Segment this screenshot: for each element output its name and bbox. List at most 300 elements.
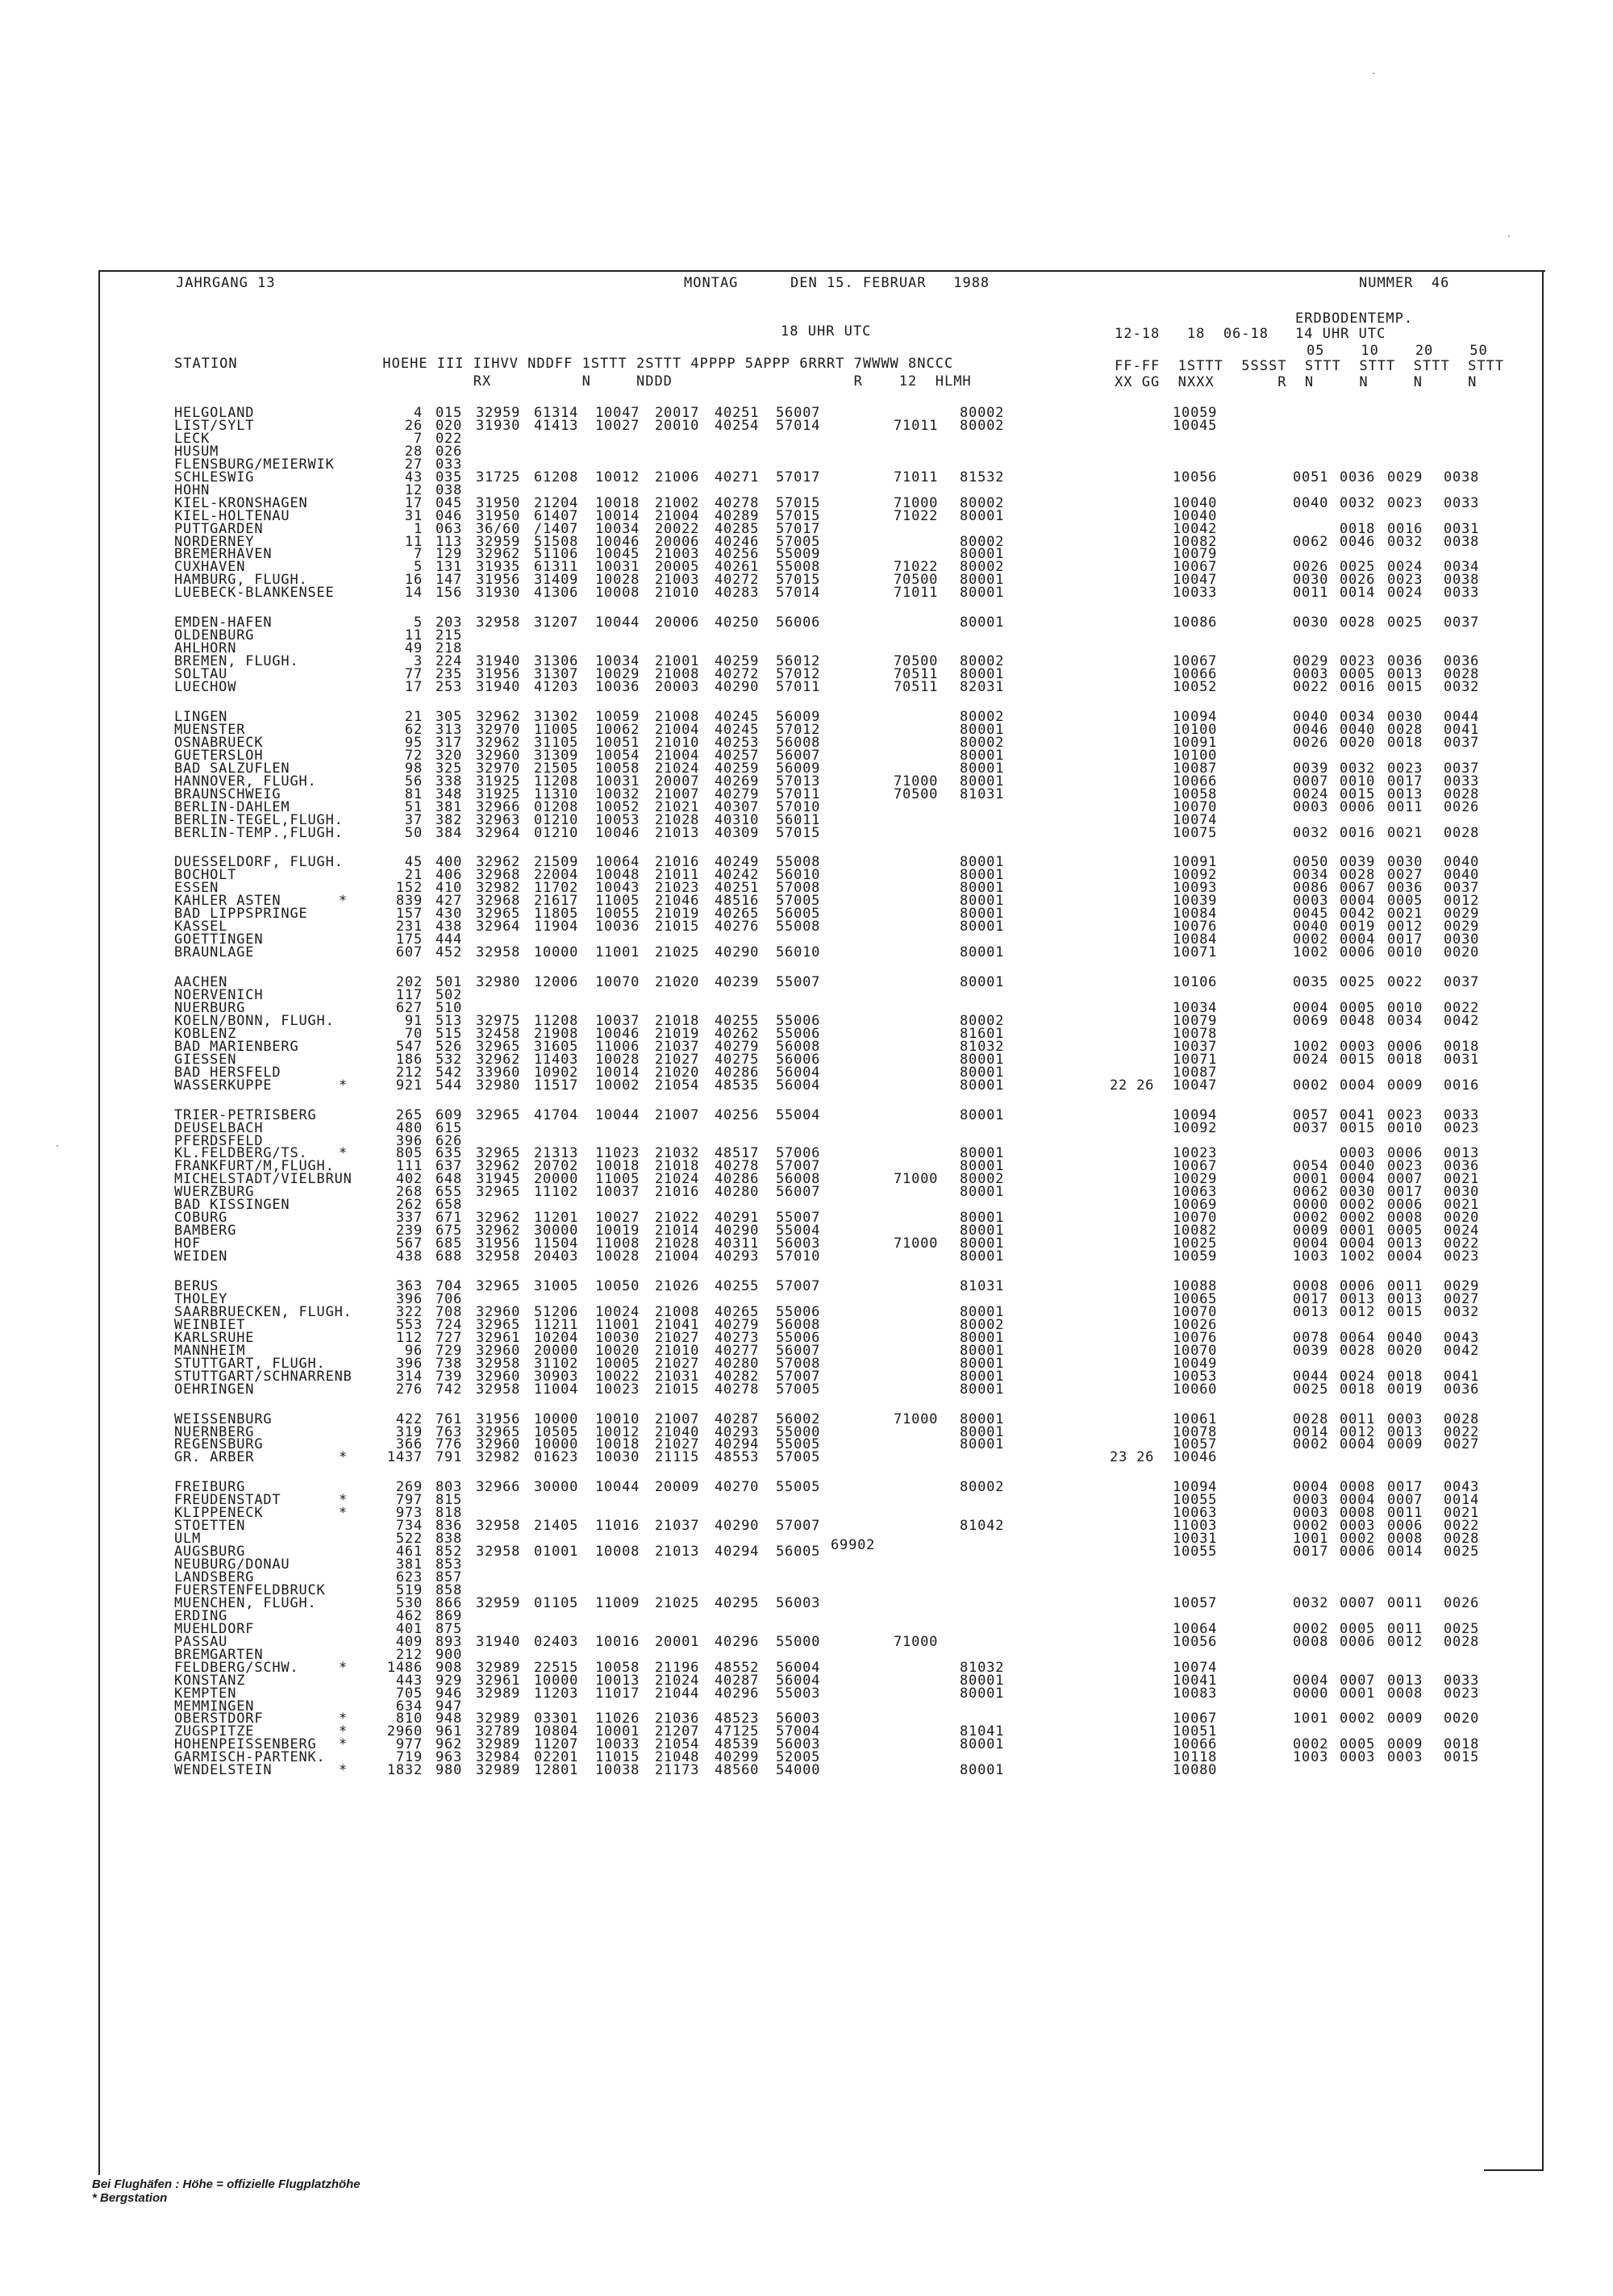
cell-e10: 0014 [1340, 585, 1376, 601]
cell-hoehe: 239 [395, 1223, 423, 1239]
cell-c4: 21405 [534, 1518, 579, 1534]
cell-c8: 56007 [776, 405, 821, 421]
cell-hoehe: 1486 [386, 1660, 423, 1676]
cell-c6: 21196 [655, 1660, 700, 1676]
cell-hoehe: 402 [395, 1171, 423, 1187]
cell-c5: 10028 [595, 572, 640, 588]
cell-t18: 10070 [1173, 1304, 1218, 1320]
cell-c5: 10028 [595, 1052, 640, 1068]
cell-c5: 10050 [595, 1278, 640, 1294]
cell-iii: 348 [436, 786, 463, 802]
cell-iii: 875 [436, 1621, 463, 1637]
cell-t18: 10084 [1173, 906, 1218, 922]
cell-iii: 858 [436, 1582, 463, 1598]
station-name: NOERVENICH [174, 987, 264, 1003]
cell-c5: 10034 [595, 521, 640, 537]
cell-e05: 0008 [1293, 1634, 1329, 1650]
cell-e50: 0040 [1444, 867, 1480, 883]
cell-e05: 0035 [1293, 974, 1329, 990]
cell-hoehe: 202 [395, 974, 423, 990]
cell-hoehe: 7 [413, 431, 423, 447]
cell-c8: 57014 [776, 418, 821, 434]
cell-e05: 0062 [1293, 1184, 1329, 1200]
cell-iii: 739 [436, 1369, 463, 1385]
cell-e20: 0030 [1387, 709, 1423, 725]
cell-c4: 10000 [534, 1673, 579, 1689]
cell-hoehe: 634 [395, 1698, 423, 1715]
cell-c6: 21010 [655, 585, 700, 601]
cell-hoehe: 363 [395, 1278, 423, 1294]
cell-c4: 20000 [534, 1343, 579, 1359]
cell-t18: 10083 [1173, 1686, 1218, 1702]
cell-e50: 0028 [1444, 666, 1480, 682]
cell-c8: 56003 [776, 1595, 821, 1611]
cell-hoehe: 91 [404, 1013, 423, 1029]
station-name: NUERNBERG [174, 1424, 255, 1440]
cell-e50: 0030 [1444, 931, 1480, 948]
cell-hoehe: 77 [404, 666, 423, 682]
cell-c5: 10055 [595, 906, 640, 922]
cell-e20: 0011 [1387, 799, 1423, 815]
cell-c7: 48523 [715, 1711, 760, 1727]
cell-c5: 10043 [595, 880, 640, 896]
cell-c10: 71000 [894, 495, 939, 511]
cell-e10: 0005 [1340, 1621, 1376, 1637]
cell-c5: 10024 [595, 1304, 640, 1320]
cell-c4: 61208 [534, 469, 579, 485]
cell-e10: 0010 [1340, 773, 1376, 790]
cell-c5: 10005 [595, 1356, 640, 1372]
cell-c11: 80002 [960, 495, 1005, 511]
station-name: SAARBRUECKEN, FLUGH. [174, 1304, 352, 1320]
cell-c4: 41413 [534, 418, 579, 434]
cell-e50: 0033 [1444, 585, 1480, 601]
cell-c3: 32962 [476, 854, 521, 870]
cell-hoehe: 810 [395, 1711, 423, 1727]
cell-hoehe: 401 [395, 1621, 423, 1637]
cell-c4: 10000 [534, 1411, 579, 1427]
cell-c8: 56006 [776, 615, 821, 631]
cell-e10: 0007 [1340, 1595, 1376, 1611]
cell-e20: 0006 [1387, 1039, 1423, 1055]
cell-c7: 40259 [715, 760, 760, 777]
cell-hoehe: 111 [395, 1158, 423, 1174]
cell-c11: 80001 [960, 944, 1005, 960]
cell-e05: 0069 [1293, 1013, 1329, 1029]
station-name: KLIPPENECK [174, 1505, 264, 1521]
cell-c3: 32980 [476, 1077, 521, 1094]
cell-e10: 0006 [1340, 1278, 1376, 1294]
cell-t18: 10033 [1173, 585, 1218, 601]
cell-e05: 0046 [1293, 722, 1329, 738]
cell-e50: 0037 [1444, 880, 1480, 896]
cell-t18: 10047 [1173, 1077, 1218, 1094]
cell-c4: 22515 [534, 1660, 579, 1676]
cell-e10: 0041 [1340, 1107, 1376, 1123]
cell-c7: 40239 [715, 974, 760, 990]
cell-c4: 01210 [534, 812, 579, 828]
cell-c5: 10013 [595, 1673, 640, 1689]
footnote-mountain-station: * Bergstation [92, 2191, 168, 2205]
cell-c5: 10058 [595, 760, 640, 777]
cell-c3: 32982 [476, 1449, 521, 1465]
cell-c6: 21007 [655, 1107, 700, 1123]
mountain-station-marker: * [339, 893, 348, 909]
cell-hoehe: 2960 [386, 1723, 423, 1740]
cell-c11: 80002 [960, 1171, 1005, 1187]
cell-c11: 80001 [960, 748, 1005, 764]
cell-e10: 0032 [1340, 760, 1376, 777]
cell-c8: 56010 [776, 944, 821, 960]
cell-c6: 21010 [655, 1343, 700, 1359]
station-name: BRAUNSCHWEIG [174, 786, 281, 802]
cell-e10: 0003 [1340, 1749, 1376, 1765]
cell-e20: 0006 [1387, 1518, 1423, 1534]
cell-iii: 400 [436, 854, 463, 870]
cell-e20: 0009 [1387, 1077, 1423, 1094]
cell-c6: 21003 [655, 546, 700, 562]
cell-c5: 11023 [595, 1145, 640, 1161]
cell-c7: 40299 [715, 1749, 760, 1765]
cell-t18: 10040 [1173, 495, 1218, 511]
cell-hoehe: 51 [404, 799, 423, 815]
cell-c4: 11702 [534, 880, 579, 896]
cell-e50: 0033 [1444, 1673, 1480, 1689]
cell-c6: 21020 [655, 974, 700, 990]
cell-hoehe: 11 [404, 534, 423, 550]
station-name: FUERSTENFELDBRUCK [174, 1582, 326, 1598]
cell-e10: 0012 [1340, 1304, 1376, 1320]
cell-e10: 0046 [1340, 534, 1376, 550]
cell-c8: 55006 [776, 1304, 821, 1320]
cell-c9: 69902 [831, 1537, 876, 1553]
cell-c6: 21004 [655, 748, 700, 764]
cell-c4: 21505 [534, 760, 579, 777]
cell-hoehe: 212 [395, 1065, 423, 1081]
cell-iii: 900 [436, 1647, 463, 1663]
cell-c6: 21013 [655, 1544, 700, 1560]
cell-c8: 56004 [776, 1660, 821, 1676]
cell-iii: 838 [436, 1531, 463, 1547]
station-name: GUETERSLOH [174, 748, 264, 764]
cell-c5: 11005 [595, 893, 640, 909]
cell-iii: 963 [436, 1749, 463, 1765]
cell-c5: 11016 [595, 1518, 640, 1534]
cell-e20: 0017 [1387, 931, 1423, 948]
cell-iii: 045 [436, 495, 463, 511]
cell-c3: 32989 [476, 1686, 521, 1702]
soil-time-heading: 14 UHR UTC [1295, 326, 1386, 342]
cell-c5: 10046 [595, 534, 640, 550]
cell-t18: 10100 [1173, 748, 1218, 764]
cell-c8: 56007 [776, 1343, 821, 1359]
cell-c11: 80002 [960, 559, 1005, 575]
cell-e10: 0006 [1340, 1544, 1376, 1560]
station-name: KONSTANZ [174, 1673, 246, 1689]
cell-c8: 57015 [776, 572, 821, 588]
cell-c3: 32961 [476, 1673, 521, 1689]
cell-e20: 0040 [1387, 1330, 1423, 1346]
cell-e50: 0037 [1444, 615, 1480, 631]
right-column-codes-line1: FF-FF 1STTT 5SSST STTT STTT STTT STTT [1115, 358, 1505, 374]
cell-c10: 70500 [894, 653, 939, 669]
cell-iii: 046 [436, 508, 463, 524]
station-name: LANDSBERG [174, 1569, 255, 1586]
cell-hoehe: 16 [404, 572, 423, 588]
cell-e10: 0039 [1340, 854, 1376, 870]
cell-c7: 48553 [715, 1449, 760, 1465]
cell-hoehe: 522 [395, 1531, 423, 1547]
cell-hoehe: 56 [404, 773, 423, 790]
cell-t18: 10063 [1173, 1184, 1218, 1200]
cell-iii: 215 [436, 627, 463, 644]
cell-iii: 515 [436, 1026, 463, 1042]
cell-c8: 57008 [776, 880, 821, 896]
cell-hoehe: 839 [395, 893, 423, 909]
cell-e50: 0041 [1444, 1369, 1480, 1385]
cell-e20: 0009 [1387, 1736, 1423, 1752]
cell-c6: 20005 [655, 559, 700, 575]
cell-c6: 21032 [655, 1145, 700, 1161]
cell-c3: 32970 [476, 722, 521, 738]
cell-c6: 21013 [655, 825, 700, 841]
cell-c6: 21024 [655, 1673, 700, 1689]
cell-t18: 10047 [1173, 572, 1218, 588]
cell-e50: 0020 [1444, 1210, 1480, 1226]
cell-t18: 10078 [1173, 1424, 1218, 1440]
cell-c8: 57006 [776, 1145, 821, 1161]
cell-iii: 803 [436, 1479, 463, 1495]
cell-c3: 32968 [476, 893, 521, 909]
station-name: REGENSBURG [174, 1436, 264, 1452]
cell-e20: 0003 [1387, 1411, 1423, 1427]
cell-c5: 10046 [595, 1026, 640, 1042]
cell-e10: 0019 [1340, 919, 1376, 935]
cell-iii: 929 [436, 1673, 463, 1689]
station-name: NORDERNEY [174, 534, 255, 550]
cell-c3: 32965 [476, 1184, 521, 1200]
cell-hoehe: 719 [395, 1749, 423, 1765]
scan-speck [1508, 235, 1510, 237]
cell-hoehe: 26 [404, 418, 423, 434]
cell-t18: 10066 [1173, 1736, 1218, 1752]
cell-c8: 56007 [776, 1184, 821, 1200]
cell-c8: 52005 [776, 1749, 821, 1765]
cell-c3: 32958 [476, 1248, 521, 1265]
cell-c3: 31725 [476, 469, 521, 485]
cell-c4: 12801 [534, 1762, 579, 1778]
cell-c6: 21004 [655, 1248, 700, 1265]
cell-e10: 0006 [1340, 1634, 1376, 1650]
cell-hoehe: 797 [395, 1492, 423, 1508]
cell-c3: 32965 [476, 1107, 521, 1123]
cell-c8: 55008 [776, 919, 821, 935]
cell-c8: 56006 [776, 1052, 821, 1068]
cell-e20: 0022 [1387, 974, 1423, 990]
cell-c7: 48517 [715, 1145, 760, 1161]
cell-e10: 0005 [1340, 666, 1376, 682]
cell-e10: 1002 [1340, 1248, 1376, 1265]
cell-c6: 21025 [655, 944, 700, 960]
cell-iii: 063 [436, 521, 463, 537]
cell-e20: 0011 [1387, 1595, 1423, 1611]
cell-iii: 738 [436, 1356, 463, 1372]
cell-iii: 320 [436, 748, 463, 764]
cell-c6: 21003 [655, 572, 700, 588]
cell-c7: 40287 [715, 1411, 760, 1427]
cell-c5: 10031 [595, 559, 640, 575]
cell-e05: 0040 [1293, 495, 1329, 511]
cell-c10: 70500 [894, 786, 939, 802]
cell-c10: 71011 [894, 418, 939, 434]
cell-c5: 10019 [595, 1223, 640, 1239]
cell-e50: 0022 [1444, 1236, 1480, 1252]
cell-e05: 0000 [1293, 1197, 1329, 1213]
cell-c11: 80001 [960, 1304, 1005, 1320]
cell-hoehe: 5 [413, 559, 423, 575]
cell-e50: 0036 [1444, 653, 1480, 669]
cell-c11: 80001 [960, 1356, 1005, 1372]
cell-c7: 40257 [715, 748, 760, 764]
cell-c11: 80002 [960, 1479, 1005, 1495]
cell-e05: 0004 [1293, 1236, 1329, 1252]
cell-e20: 0021 [1387, 825, 1423, 841]
cell-hoehe: 11 [404, 627, 423, 644]
cell-c8: 55004 [776, 1107, 821, 1123]
cell-e50: 0043 [1444, 1330, 1480, 1346]
cell-c4: 21204 [534, 495, 579, 511]
cell-c11: 80001 [960, 1052, 1005, 1068]
cell-c7: 40311 [715, 1236, 760, 1252]
cell-hoehe: 43 [404, 469, 423, 485]
cell-c6: 21002 [655, 495, 700, 511]
cell-hoehe: 519 [395, 1582, 423, 1598]
cell-c6: 21027 [655, 1052, 700, 1068]
cell-c4: 11004 [534, 1381, 579, 1398]
cell-c6: 21008 [655, 1304, 700, 1320]
cell-e05: 0003 [1293, 666, 1329, 682]
cell-c7: 40286 [715, 1171, 760, 1187]
cell-c5: 10047 [595, 405, 640, 421]
cell-e20: 0013 [1387, 786, 1423, 802]
cell-c6: 21007 [655, 1411, 700, 1427]
cell-e50: 0027 [1444, 1291, 1480, 1307]
cell-c3: 32789 [476, 1723, 521, 1740]
cell-t18: 10063 [1173, 1505, 1218, 1521]
cell-c6: 21041 [655, 1317, 700, 1333]
cell-t18: 10079 [1173, 546, 1218, 562]
station-name: ZUGSPITZE [174, 1723, 255, 1740]
cell-e05: 0044 [1293, 1369, 1329, 1385]
cell-c8: 55008 [776, 559, 821, 575]
cell-c8: 56009 [776, 709, 821, 725]
cell-c8: 57017 [776, 521, 821, 537]
cell-e20: 0010 [1387, 944, 1423, 960]
cell-t18: 10087 [1173, 760, 1218, 777]
cell-t18: 10031 [1173, 1531, 1218, 1547]
cell-hoehe: 95 [404, 735, 423, 751]
station-name: EMDEN-HAFEN [174, 615, 273, 631]
cell-c5: 10036 [595, 679, 640, 695]
date-label: DEN 15. FEBRUAR 1988 [790, 275, 990, 291]
cell-ff: 23 26 [1110, 1449, 1155, 1465]
station-name: BREMGARTEN [174, 1647, 264, 1663]
cell-c7: 40262 [715, 1026, 760, 1042]
station-name: CUXHAVEN [174, 559, 246, 575]
cell-c3: 36/60 [476, 521, 521, 537]
cell-e10: 0012 [1340, 1424, 1376, 1440]
cell-iii: 609 [436, 1107, 463, 1123]
cell-e10: 0015 [1340, 1052, 1376, 1068]
cell-c6: 20006 [655, 615, 700, 631]
cell-c3: 32963 [476, 812, 521, 828]
cell-e05: 1002 [1293, 944, 1329, 960]
cell-c4: 11403 [534, 1052, 579, 1068]
cell-c8: 55009 [776, 546, 821, 562]
station-name: LUECHOW [174, 679, 237, 695]
cell-e50: 0014 [1444, 1492, 1480, 1508]
cell-t18: 10092 [1173, 867, 1218, 883]
mountain-station-marker: * [339, 1762, 348, 1778]
cell-e05: 0003 [1293, 1492, 1329, 1508]
cell-c11: 80001 [960, 1343, 1005, 1359]
cell-c3: 32962 [476, 1210, 521, 1226]
cell-c4: 31605 [534, 1039, 579, 1055]
cell-c6: 21048 [655, 1749, 700, 1765]
cell-hoehe: 112 [395, 1330, 423, 1346]
cell-c11: 80001 [960, 546, 1005, 562]
cell-e20: 0015 [1387, 679, 1423, 695]
cell-hoehe: 396 [395, 1356, 423, 1372]
station-name: BERLIN-TEGEL,FLUGH. [174, 812, 344, 828]
cell-c3: 31940 [476, 679, 521, 695]
cell-t18: 10094 [1173, 709, 1218, 725]
cell-c7: 40256 [715, 1107, 760, 1123]
cell-c4: 11102 [534, 1184, 579, 1200]
cell-t18: 10040 [1173, 508, 1218, 524]
cell-iii: 430 [436, 906, 463, 922]
cell-e10: 0004 [1340, 893, 1376, 909]
cell-c11: 80001 [960, 1145, 1005, 1161]
cell-c11: 80001 [960, 1158, 1005, 1174]
cell-c3: 32962 [476, 735, 521, 751]
cell-e10: 0028 [1340, 1343, 1376, 1359]
cell-c10: 71011 [894, 469, 939, 485]
cell-e20: 0017 [1387, 1184, 1423, 1200]
cell-e05: 1003 [1293, 1248, 1329, 1265]
cell-e20: 0036 [1387, 880, 1423, 896]
cell-iii: 147 [436, 572, 463, 588]
cell-e10: 0040 [1340, 722, 1376, 738]
cell-c4: 01208 [534, 799, 579, 815]
cell-e10: 0025 [1340, 559, 1376, 575]
cell-c8: 56004 [776, 1065, 821, 1081]
cell-c4: 20702 [534, 1158, 579, 1174]
cell-t18: 10100 [1173, 722, 1218, 738]
cell-c7: 40251 [715, 880, 760, 896]
cell-e50: 0022 [1444, 1424, 1480, 1440]
cell-hoehe: 7 [413, 546, 423, 562]
cell-c3: 32980 [476, 974, 521, 990]
cell-c6: 20001 [655, 1634, 700, 1650]
cell-t18: 10041 [1173, 1673, 1218, 1689]
cell-e05: 0004 [1293, 1673, 1329, 1689]
cell-hoehe: 45 [404, 854, 423, 870]
station-name: DEUSELBACH [174, 1120, 264, 1136]
cell-c5: 10044 [595, 1479, 640, 1495]
cell-e05: 0002 [1293, 1210, 1329, 1226]
cell-e50: 0016 [1444, 1077, 1480, 1094]
